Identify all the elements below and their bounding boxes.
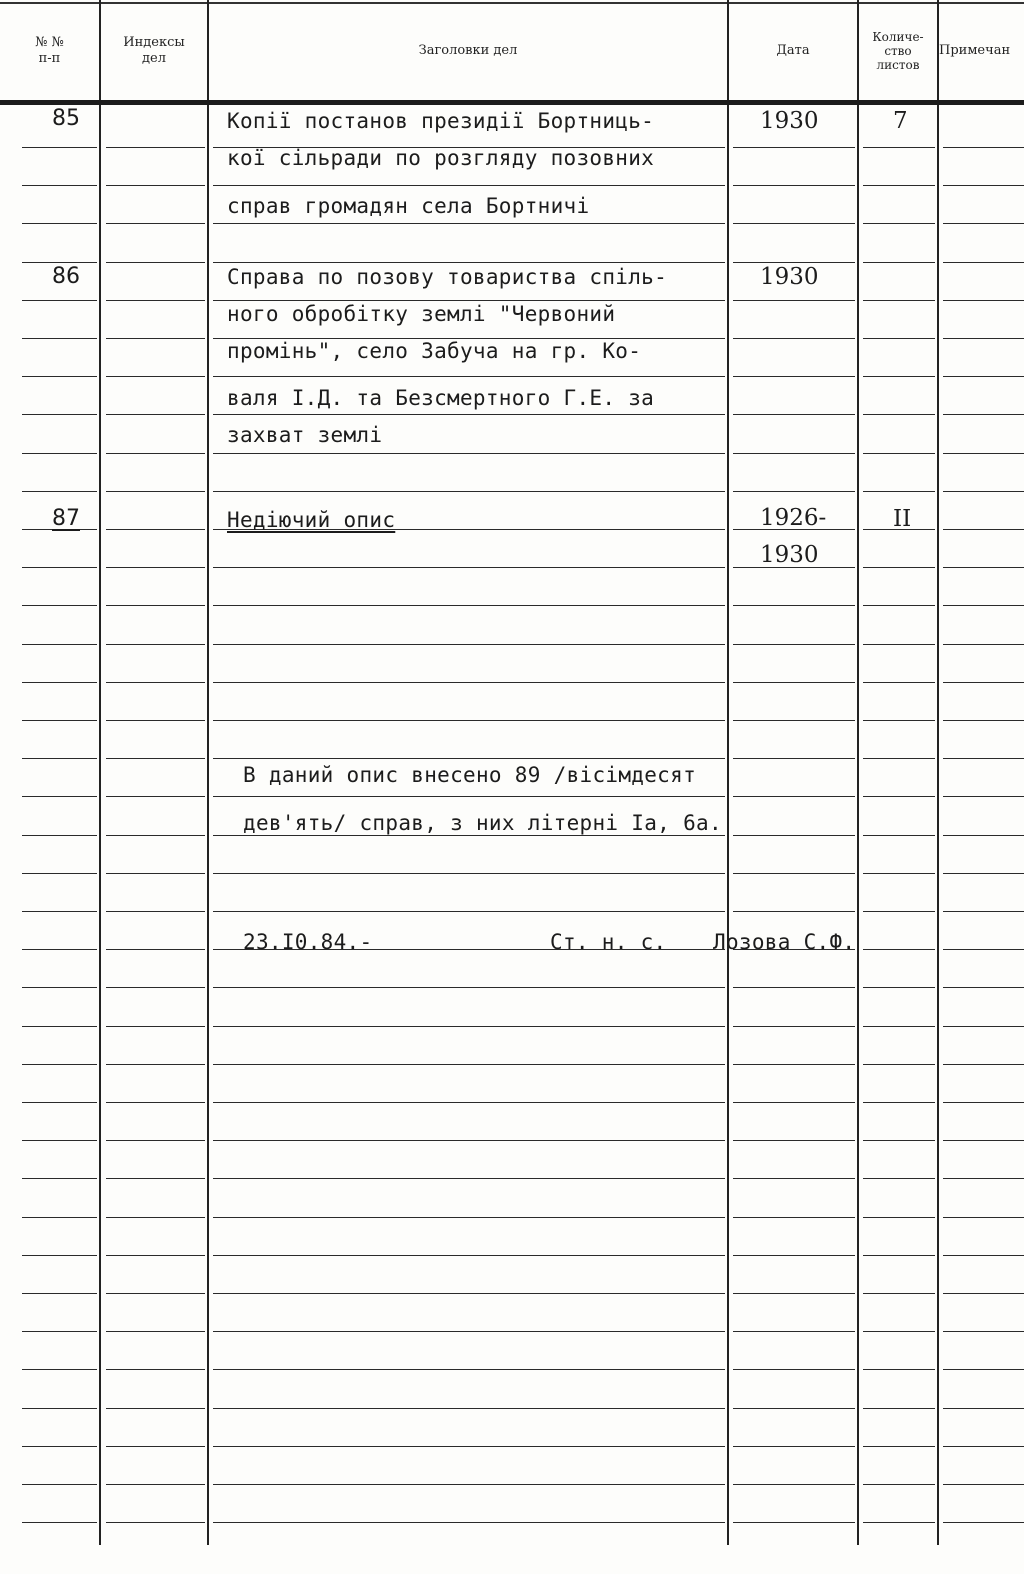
ruled-line (106, 1484, 205, 1485)
ruled-line (943, 1408, 1024, 1409)
ruled-line (863, 1408, 935, 1409)
ruled-line (863, 911, 935, 912)
ruled-line (22, 185, 97, 186)
ruled-line (943, 758, 1024, 759)
ruled-line (863, 835, 935, 836)
ruled-line (22, 1255, 97, 1256)
ruled-line (106, 567, 205, 568)
ruled-line (733, 223, 855, 224)
entry-title-line: ного обробітку землі "Червоний (227, 302, 616, 326)
ruled-line (213, 796, 725, 797)
ruled-line (213, 1446, 725, 1447)
ruled-line (733, 1331, 855, 1332)
ruled-line (106, 682, 205, 683)
ruled-line (213, 1217, 725, 1218)
ruled-line (22, 682, 97, 683)
ruled-line (863, 682, 935, 683)
ruled-line (733, 720, 855, 721)
ruled-line (863, 1293, 935, 1294)
ruled-line (863, 1140, 935, 1141)
ruled-line (943, 414, 1024, 415)
ruled-line (733, 300, 855, 301)
signature-position: Ст. н. с. (550, 930, 667, 954)
ruled-line (733, 758, 855, 759)
ruled-line (106, 147, 205, 148)
ruled-line (213, 1255, 725, 1256)
entry-date: 1930 (760, 264, 819, 290)
ruled-line (943, 1064, 1024, 1065)
ruled-line (733, 1408, 855, 1409)
ruled-line (22, 796, 97, 797)
ruled-line (22, 1446, 97, 1447)
entry-date: 1930 (760, 108, 819, 134)
ruled-line (733, 185, 855, 186)
ruled-line (863, 796, 935, 797)
header-date: Дата (776, 43, 810, 58)
header-number: № № п-п (35, 35, 64, 66)
ruled-line (22, 644, 97, 645)
ruled-line (943, 796, 1024, 797)
ruled-line (22, 1331, 97, 1332)
signature-date: 23.I0.84.- (243, 930, 373, 954)
ruled-line (733, 338, 855, 339)
ruled-line (863, 1026, 935, 1027)
ruled-line (943, 605, 1024, 606)
ruled-line (213, 1102, 725, 1103)
ruled-line (106, 758, 205, 759)
ruled-line (733, 1140, 855, 1141)
ruled-line (106, 1408, 205, 1409)
ruled-line (733, 1217, 855, 1218)
ruled-line (213, 491, 725, 492)
ruled-line (943, 1293, 1024, 1294)
ruled-line (213, 911, 725, 912)
ruled-line (863, 491, 935, 492)
ruled-line (22, 1408, 97, 1409)
column-divider (857, 0, 859, 1545)
ruled-line (106, 1293, 205, 1294)
ruled-line (733, 1446, 855, 1447)
ruled-line (863, 147, 935, 148)
ruled-line (863, 376, 935, 377)
ruled-line (943, 873, 1024, 874)
ruled-line (22, 223, 97, 224)
ruled-line (863, 567, 935, 568)
ruled-line (733, 1102, 855, 1103)
ruled-line (943, 223, 1024, 224)
ruled-line (106, 262, 205, 263)
summary-line: дев'ять/ справ, з них літерні Іа, 6а. (243, 811, 722, 835)
ruled-line (863, 1446, 935, 1447)
ruled-line (213, 605, 725, 606)
entry-title-line: кої сільради по розгляду позовних (227, 146, 655, 170)
column-divider (207, 0, 209, 1545)
entry-number: 86 (52, 264, 80, 289)
ruled-line (22, 873, 97, 874)
ruled-line (22, 567, 97, 568)
ruled-line (863, 873, 935, 874)
ruled-line (106, 223, 205, 224)
ruled-line (106, 644, 205, 645)
ruled-line (106, 1140, 205, 1141)
ruled-line (213, 1522, 725, 1523)
ruled-line (863, 1522, 935, 1523)
ruled-line (733, 147, 855, 148)
entry-number: 87 (52, 506, 80, 531)
ruled-line (863, 262, 935, 263)
ruled-line (22, 1064, 97, 1065)
ruled-line (106, 453, 205, 454)
ruled-line (943, 262, 1024, 263)
ruled-line (733, 1026, 855, 1027)
ruled-line (22, 147, 97, 148)
ruled-line (733, 491, 855, 492)
entry-title-line: захват землі (227, 423, 383, 447)
entry-title-line: справ громадян села Бортничі (227, 194, 590, 218)
ruled-line (22, 1293, 97, 1294)
ruled-line (106, 300, 205, 301)
ruled-line (22, 1140, 97, 1141)
ruled-line (943, 529, 1024, 530)
ruled-line (863, 949, 935, 950)
entry-title-line: Справа по позову товариства спіль- (227, 265, 668, 289)
ruled-line (733, 605, 855, 606)
ruled-line (863, 1369, 935, 1370)
ruled-line (943, 147, 1024, 148)
ruled-line (943, 644, 1024, 645)
ruled-line (22, 1178, 97, 1179)
ruled-line (943, 1484, 1024, 1485)
ruled-line (733, 682, 855, 683)
ruled-line (106, 1522, 205, 1523)
ruled-line (22, 911, 97, 912)
ruled-line (733, 911, 855, 912)
ruled-line (863, 987, 935, 988)
ruled-line (943, 682, 1024, 683)
ruled-line (863, 1102, 935, 1103)
ruled-line (213, 720, 725, 721)
ruled-line (943, 300, 1024, 301)
ruled-line (863, 1255, 935, 1256)
ruled-line (943, 949, 1024, 950)
ruled-line (22, 1217, 97, 1218)
ruled-line (943, 1217, 1024, 1218)
ruled-line (22, 1522, 97, 1523)
ruled-line (863, 605, 935, 606)
ruled-line (733, 453, 855, 454)
ruled-line (106, 1178, 205, 1179)
ruled-line (863, 185, 935, 186)
ruled-line (863, 1484, 935, 1485)
ruled-line (943, 1140, 1024, 1141)
ruled-line (22, 338, 97, 339)
ruled-line (22, 414, 97, 415)
entry-sheets: 7 (893, 108, 908, 134)
ruled-line (22, 605, 97, 606)
ruled-line (22, 987, 97, 988)
ruled-line (213, 1178, 725, 1179)
ruled-line (943, 491, 1024, 492)
ruled-line (943, 453, 1024, 454)
ruled-line (943, 835, 1024, 836)
ruled-line (943, 1369, 1024, 1370)
ruled-line (863, 720, 935, 721)
ruled-line (733, 1522, 855, 1523)
ruled-line (863, 1217, 935, 1218)
ruled-line (22, 1484, 97, 1485)
ruled-line (943, 1446, 1024, 1447)
entry-title-line: Недіючий опис (227, 508, 396, 532)
column-divider (727, 0, 729, 1545)
ruled-line (213, 1293, 725, 1294)
ruled-line (106, 1026, 205, 1027)
ruled-line (106, 949, 205, 950)
ruled-line (863, 1178, 935, 1179)
ruled-line (22, 758, 97, 759)
ruled-line (106, 911, 205, 912)
ruled-line (863, 223, 935, 224)
ruled-line (106, 1102, 205, 1103)
ruled-line (22, 376, 97, 377)
ruled-line (733, 1293, 855, 1294)
entry-title-line: промінь", село Забуча на гр. Ко- (227, 339, 642, 363)
ruled-line (106, 1369, 205, 1370)
header-sheets: Количе- ство листов (872, 30, 924, 72)
ruled-line (863, 414, 935, 415)
ruled-line (863, 453, 935, 454)
summary-line: В даний опис внесено 89 /вісімдесят (243, 763, 697, 787)
ruled-line (943, 1522, 1024, 1523)
ruled-line (106, 1255, 205, 1256)
column-divider (937, 0, 939, 1545)
ruled-line (863, 1064, 935, 1065)
header-index: Индексы дел (123, 35, 185, 66)
ruled-line (943, 1102, 1024, 1103)
ruled-line (22, 1026, 97, 1027)
ruled-line (943, 1255, 1024, 1256)
entry-date: 1926- 1930 (760, 505, 827, 568)
ruled-line (733, 1369, 855, 1370)
ruled-line (733, 1064, 855, 1065)
ruled-line (106, 605, 205, 606)
ruled-line (943, 567, 1024, 568)
ruled-line (863, 338, 935, 339)
ruled-line (213, 682, 725, 683)
ruled-line (106, 529, 205, 530)
ruled-line (863, 644, 935, 645)
ruled-line (106, 414, 205, 415)
ruled-line (213, 1064, 725, 1065)
ruled-line (213, 1026, 725, 1027)
ruled-line (213, 1140, 725, 1141)
ruled-line (106, 1064, 205, 1065)
ruled-line (106, 376, 205, 377)
ruled-line (863, 1331, 935, 1332)
ruled-line (106, 185, 205, 186)
ruled-line (106, 796, 205, 797)
ruled-line (22, 1369, 97, 1370)
ruled-line (733, 644, 855, 645)
ruled-line (106, 835, 205, 836)
header-title: Заголовки дел (418, 43, 518, 58)
ruled-line (213, 644, 725, 645)
ruled-line (943, 1026, 1024, 1027)
ruled-line (943, 338, 1024, 339)
ruled-line (22, 453, 97, 454)
ruled-line (106, 1331, 205, 1332)
ruled-line (213, 185, 725, 186)
ruled-line (22, 835, 97, 836)
ruled-line (943, 911, 1024, 912)
ruled-line (943, 376, 1024, 377)
ruled-line (106, 720, 205, 721)
entry-sheets: II (893, 506, 912, 532)
ruled-line (733, 1484, 855, 1485)
ruled-line (22, 300, 97, 301)
ruled-line (733, 987, 855, 988)
ruled-line (106, 1446, 205, 1447)
ruled-line (943, 1331, 1024, 1332)
ruled-line (213, 873, 725, 874)
signature-name: Лозова С.Ф. (713, 930, 856, 954)
ruled-line (106, 987, 205, 988)
entry-title-line: валя І.Д. та Безсмертного Г.Е. за (227, 386, 655, 410)
ruled-line (22, 491, 97, 492)
ruled-line (733, 873, 855, 874)
column-divider (99, 0, 101, 1545)
ruled-line (213, 567, 725, 568)
ruled-line (733, 376, 855, 377)
ruled-line (22, 1102, 97, 1103)
ruled-line (213, 1331, 725, 1332)
ruled-line (213, 1408, 725, 1409)
ruled-line (943, 185, 1024, 186)
ruled-line (106, 873, 205, 874)
ruled-line (733, 1255, 855, 1256)
ruled-line (22, 720, 97, 721)
ruled-line (943, 720, 1024, 721)
ruled-line (213, 987, 725, 988)
header-notes: Примечан (939, 43, 1011, 58)
entry-number: 85 (52, 106, 80, 131)
ruled-line (733, 414, 855, 415)
ruled-line (733, 835, 855, 836)
ruled-line (943, 1178, 1024, 1179)
ruled-line (943, 987, 1024, 988)
ruled-line (733, 1178, 855, 1179)
ruled-line (106, 338, 205, 339)
ruled-line (863, 758, 935, 759)
ruled-line (22, 949, 97, 950)
ruled-line (213, 376, 725, 377)
entry-title-line: Копії постанов президії Бортниць- (227, 109, 655, 133)
ruled-line (213, 1369, 725, 1370)
ruled-line (106, 1217, 205, 1218)
ruled-line (863, 300, 935, 301)
ruled-line (213, 1484, 725, 1485)
ruled-line (106, 491, 205, 492)
ruled-line (733, 796, 855, 797)
ruled-line (22, 262, 97, 263)
